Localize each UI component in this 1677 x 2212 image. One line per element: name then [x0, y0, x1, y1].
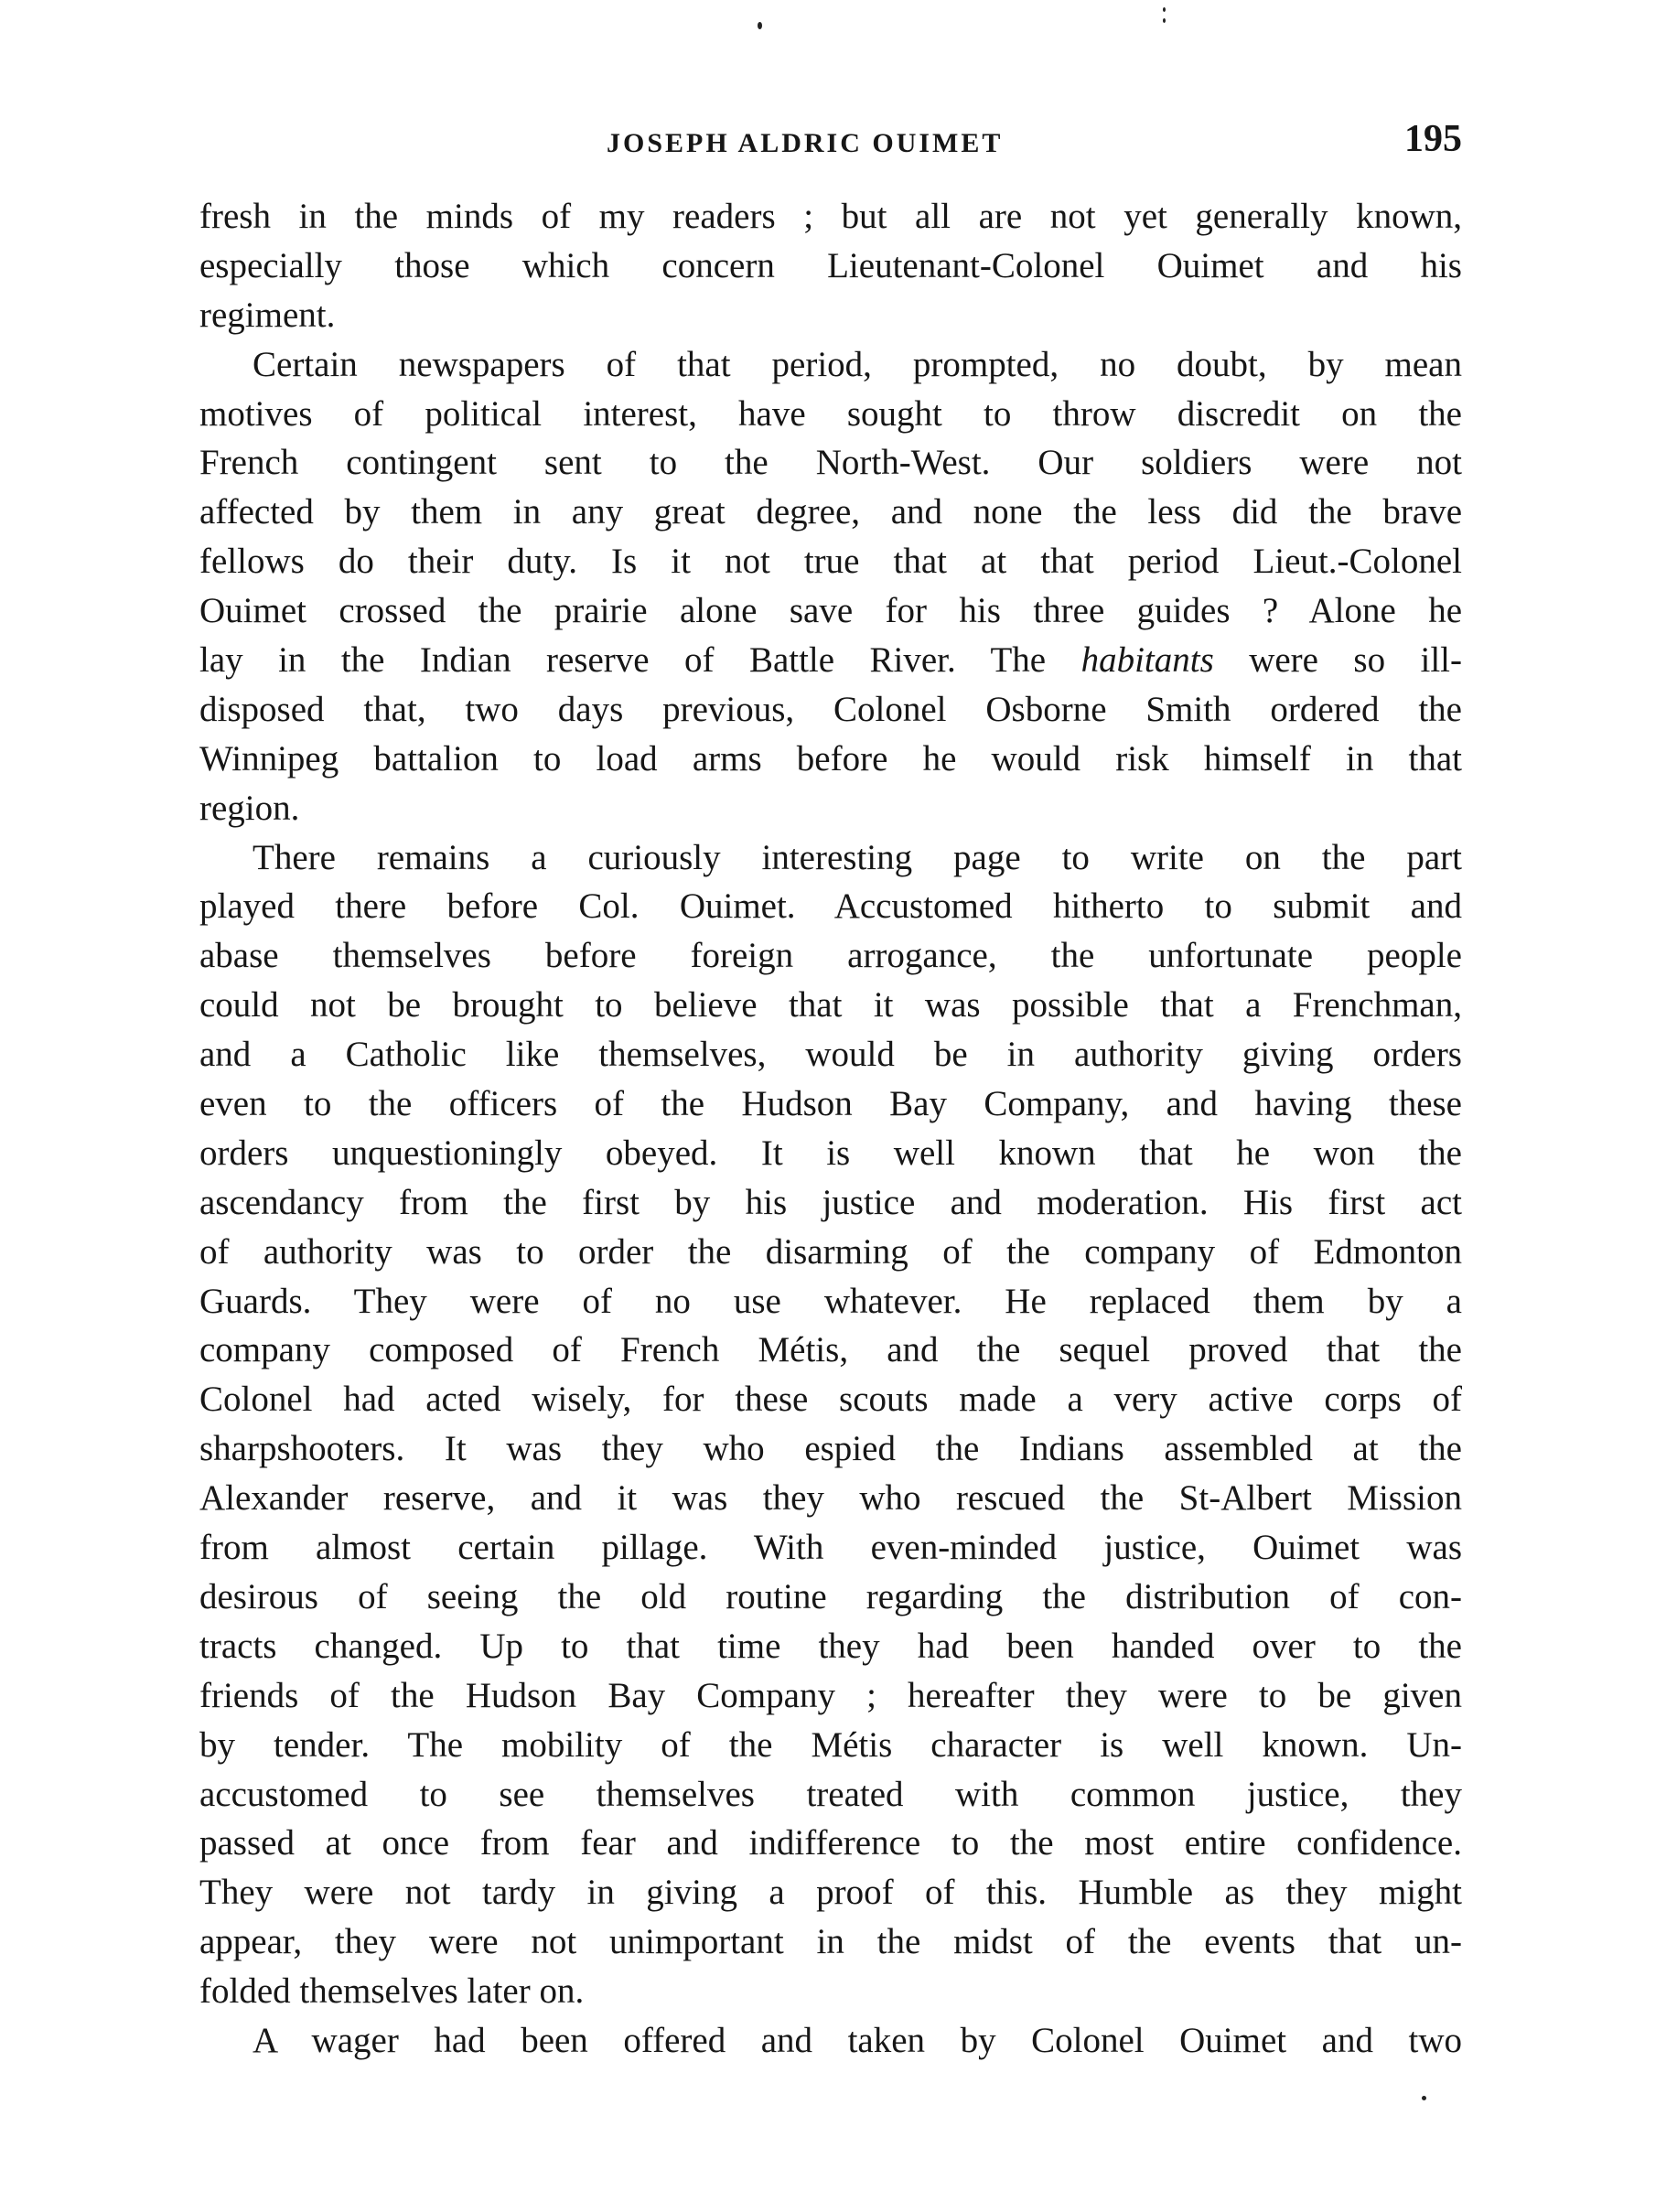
- text-line: Guards. They were of no use whatever. He replaced them by a: [199, 1281, 1462, 1321]
- text-line: company composed of French Métis, and the sequel proved that the: [199, 1330, 1462, 1370]
- italic-word: habitants: [1080, 640, 1214, 681]
- text-line: folded themselves later on.: [199, 1971, 585, 2012]
- print-speck: [1422, 2096, 1426, 2100]
- text-line: abase themselves before foreign arrogance, the unfortunate people: [199, 936, 1462, 976]
- text-segment: were so ill-: [1249, 640, 1463, 681]
- text-line: ascendancy from the first by his justice and moderation. His first act: [199, 1182, 1462, 1222]
- text-line: Colonel had acted wisely, for these scouts made a very active corps of: [199, 1380, 1462, 1420]
- text-line: and a Catholic like themselves, would be in authority giving orders: [199, 1035, 1462, 1075]
- text-line: even to the officers of the Hudson Bay Company, and having these: [199, 1084, 1462, 1124]
- text-line: desirous of seeing the old routine regarding the distribution of con-: [199, 1576, 1462, 1616]
- text-line: friends of the Hudson Bay Company ; hereafter they were to be given: [199, 1675, 1462, 1715]
- text-line: A wager had been offered and taken by Colonel Ouimet and two: [253, 2020, 1462, 2060]
- text-line: French contingent sent to the North-West. Our soldiers were not: [199, 443, 1462, 483]
- text-line: fresh in the minds of my readers ; but all are not yet generally known,: [199, 197, 1462, 236]
- text-line: region.: [199, 788, 300, 828]
- running-head: JOSEPH ALDRIC OUIMET: [607, 128, 1004, 158]
- text-line: Alexander reserve, and it was they who rescued the St-Albert Mission: [199, 1478, 1462, 1519]
- text-line: They were not tardy in giving a proof of this. Humble as they might: [199, 1873, 1462, 1913]
- text-line: of authority was to order the disarming of the company of Edmonton: [199, 1231, 1462, 1272]
- text-line: tracts changed. Up to that time they had been handed over to the: [199, 1626, 1462, 1666]
- text-line: fellows do their duty. Is it not true that at that period Lieut.-Colonel: [199, 542, 1462, 582]
- page-header: [199, 117, 1462, 172]
- text-line: There remains a curiously interesting page to write on the part: [253, 837, 1462, 877]
- text-line: especially those which concern Lieutenant-Colonel Ouimet and his: [199, 245, 1462, 285]
- text-line: [199, 636, 1462, 685]
- body-text: [199, 192, 1462, 2066]
- text-line: appear, they were not unimportant in the midst of the events that un-: [199, 1922, 1462, 1962]
- text-line: played there before Col. Ouimet. Accustomed hitherto to submit and: [199, 886, 1462, 927]
- text-line: orders unquestioningly obeyed. It is well known that he won the: [199, 1133, 1462, 1173]
- text-line: disposed that, two days previous, Colonel Osborne Smith ordered the: [199, 689, 1462, 729]
- text-line: passed at once from fear and indifference to the most entire confidence.: [199, 1823, 1462, 1863]
- text-line: sharpshooters. It was they who espied the Indians assembled at the: [199, 1429, 1462, 1469]
- text-line: Winnipeg battalion to load arms before he would risk himself in that: [199, 738, 1462, 778]
- text-line: Ouimet crossed the prairie alone save for his three guides ? Alone he: [199, 591, 1462, 631]
- print-speck: [758, 22, 762, 29]
- print-speck: [1163, 18, 1166, 23]
- page-number: 195: [1404, 118, 1462, 160]
- text-line: regiment.: [199, 295, 336, 335]
- text-line: from almost certain pillage. With even-minded justice, Ouimet was: [199, 1528, 1462, 1568]
- text-line: accustomed to see themselves treated with common justice, they: [199, 1774, 1462, 1814]
- print-speck: [1163, 7, 1166, 12]
- text-segment: lay in the Indian reserve of Battle River. The: [199, 640, 1047, 681]
- text-line: Certain newspapers of that period, prompted, no doubt, by mean: [253, 344, 1462, 384]
- text-line: motives of political interest, have sought to throw discredit on the: [199, 393, 1462, 434]
- text-line: affected by them in any great degree, and none the less did the brave: [199, 492, 1462, 532]
- text-line: by tender. The mobility of the Métis character is well known. Un-: [199, 1724, 1462, 1765]
- text-line: could not be brought to believe that it was possible that a Frenchman,: [199, 985, 1462, 1025]
